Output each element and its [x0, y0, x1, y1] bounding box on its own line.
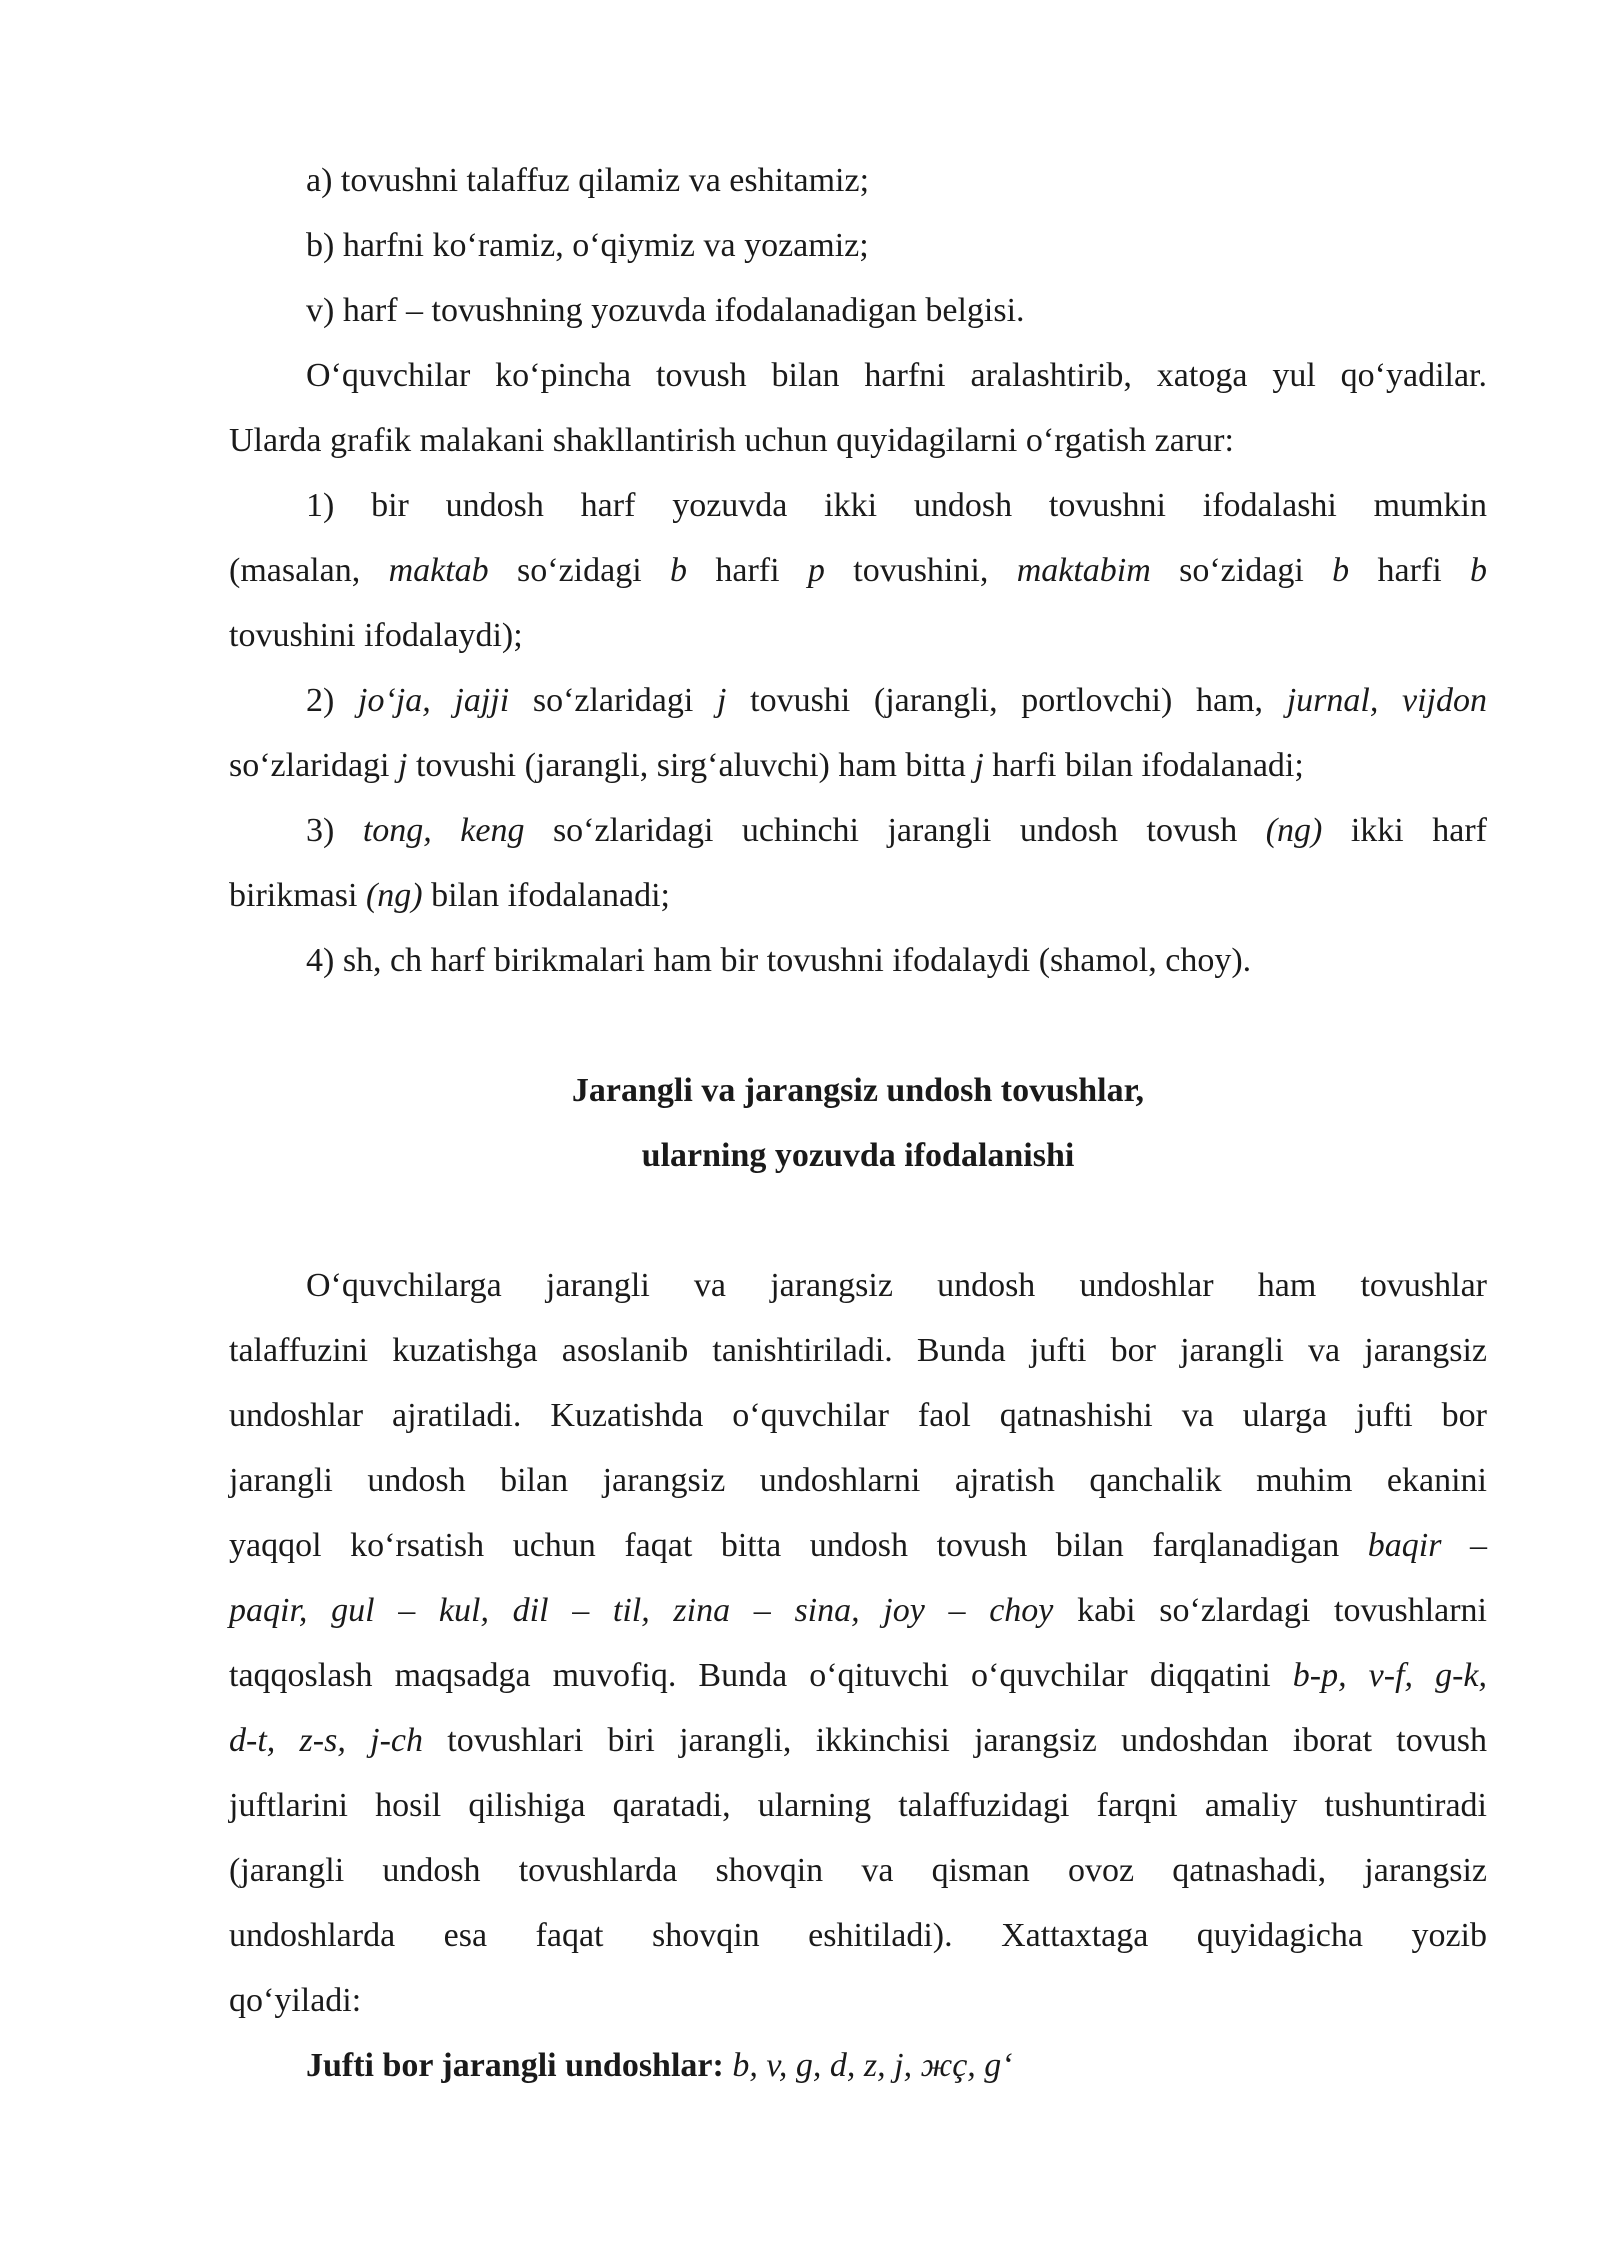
paragraph-2-line-10: (jarangli undosh tovushlarda shovqin va qisman ovoz qatnashadi, jarangsiz [229, 1852, 1487, 1889]
item-2-line-1: 2) jo‘ja, jajji so‘zlaridagi j tovushi (jarangli, portlovchi) ham, jurnal, vijdon [306, 682, 1487, 719]
section-heading-line-1: Jarangli va jarangsiz undosh tovushlar, [571, 1072, 1145, 1109]
paragraph-2-line-6: paqir, gul – kul, dil – til, zina – sina, joy – choy kabi so‘zlardagi tovushlarni [229, 1592, 1487, 1629]
paragraph-2-line-9: juftlarini hosil qilishiga qaratadi, ularning talaffuzidagi farqni amaliy tushuntiradi [229, 1787, 1487, 1824]
paragraph-2-line-4: jarangli undosh bilan jarangsiz undoshlarni ajratish qanchalik muhim ekanini [229, 1462, 1487, 1499]
paragraph-2-line-3: undoshlar ajratiladi. Kuzatishda o‘quvchilar faol qatnashishi va ularga jufti bor [229, 1397, 1487, 1434]
paragraph-2-line-7: taqqoslash maqsadga muvofiq. Bunda o‘qituvchi o‘quvchilar diqqatini b-p, v-f, g-k, [229, 1657, 1487, 1694]
item-3-line-1: 3) tong, keng so‘zlaridagi uchinchi jarangli undosh tovush (ng) ikki harf [306, 812, 1487, 849]
paragraph-2-line-1: O‘quvchilarga jarangli va jarangsiz undosh undoshlar ham tovushlar [306, 1267, 1487, 1304]
list-item-v: v) harf – tovushning yozuvda ifodalanadigan belgisi. [306, 292, 1025, 329]
paired-voiced-letters: b, v, g, d, z, j, жç, g‘ [723, 2047, 1013, 2084]
spacer [229, 993, 1487, 1058]
spacer [229, 1188, 1487, 1253]
item-4: 4) sh, ch harf birikmalari ham bir tovushni ifodalaydi (shamol, choy). [306, 942, 1252, 979]
paragraph-2-line-8: d-t, z-s, j-ch tovushlari biri jarangli, ikkinchisi jarangsiz undoshdan iborat tovush [229, 1722, 1487, 1759]
item-2-line-2: so‘zlaridagi j tovushi (jarangli, sirg‘aluvchi) ham bitta j harfi bilan ifodalanadi; [229, 747, 1304, 784]
paragraph-2-line-11: undoshlarda esa faqat shovqin eshitiladi). Xattaxtaga quyidagicha yozib [229, 1917, 1487, 1954]
item-3-line-2: birikmasi (ng) bilan ifodalanadi; [229, 877, 670, 914]
paragraph-2-line-5: yaqqol ko‘rsatish uchun faqat bitta undosh tovush bilan farqlanadigan baqir – [229, 1527, 1487, 1564]
paired-voiced-consonants-line [229, 2033, 1487, 2098]
paragraph-1-line-1: O‘quvchilar ko‘pincha tovush bilan harfni aralashtirib, xatoga yul qo‘yadilar. [306, 357, 1487, 394]
paragraph-2-line-2: talaffuzini kuzatishga asoslanib tanishtiriladi. Bunda jufti bor jarangli va jarangsiz [229, 1332, 1487, 1369]
section-heading-line-2: ularning yozuvda ifodalanishi [641, 1137, 1075, 1174]
paragraph-1-line-2: Ularda grafik malakani shakllantirish uchun quyidagilarni o‘rgatish zarur: [229, 422, 1234, 459]
page-content [229, 148, 1487, 2098]
paragraph-2-line-12: qo‘yiladi: [229, 1982, 362, 2019]
list-item-b: b) harfni ko‘ramiz, o‘qiymiz va yozamiz; [306, 227, 869, 264]
paired-voiced-label: Jufti bor jarangli undoshlar: [306, 2047, 724, 2084]
list-item-a: a) tovushni talaffuz qilamiz va eshitamiz; [306, 162, 870, 199]
item-1-line-2: (masalan, maktab so‘zidagi b harfi p tovushini, maktabim so‘zidagi b harfi b [229, 552, 1488, 589]
item-1-line-3: tovushini ifodalaydi); [229, 617, 523, 654]
item-1-line-1: 1) bir undosh harf yozuvda ikki undosh tovushni ifodalashi mumkin [306, 487, 1487, 524]
